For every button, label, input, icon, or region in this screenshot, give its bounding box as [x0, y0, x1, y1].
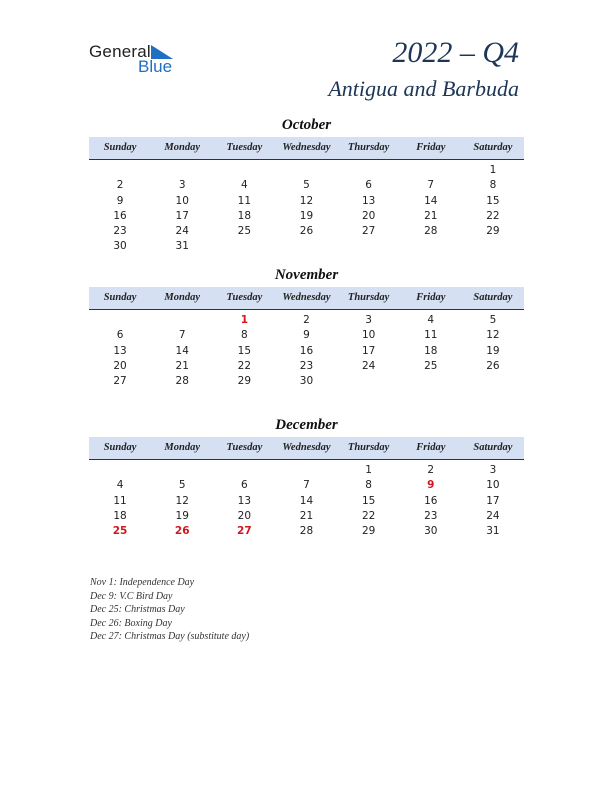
logo-text-general: General	[89, 42, 151, 61]
day-cell: 7	[178, 329, 186, 342]
weekday-label: Wednesday	[282, 292, 331, 303]
day-cell: 6	[241, 479, 248, 492]
empty-cell	[400, 163, 462, 178]
weekday-header	[89, 437, 524, 460]
day-cell: 26	[299, 225, 314, 238]
day-cell: 14	[299, 494, 314, 507]
weekday-label: Thursday	[347, 442, 390, 453]
empty-cell	[275, 163, 337, 178]
empty-cell	[89, 163, 151, 178]
weekday-header	[89, 137, 524, 160]
day-cell: 15	[361, 494, 376, 507]
holiday-notes	[90, 576, 249, 644]
page-subtitle: Antigua and Barbuda	[328, 76, 519, 101]
day-cell: 12	[299, 194, 314, 207]
month-title: December	[275, 417, 338, 433]
day-cell: 24	[175, 225, 189, 238]
day-cell: 2	[116, 179, 124, 192]
month-title: November	[274, 267, 339, 283]
day-cell: 6	[116, 329, 124, 342]
day-cell: 11	[237, 194, 252, 207]
day-cell: 21	[299, 509, 314, 522]
day-cell: 15	[486, 194, 500, 207]
weekday-label: Tuesday	[226, 442, 263, 453]
day-cell: 28	[424, 225, 438, 238]
empty-cell	[89, 313, 151, 328]
day-cell: 16	[113, 209, 127, 222]
day-cell: 17	[486, 494, 500, 507]
day-cell: 24	[486, 509, 500, 522]
day-cell: 22	[361, 509, 376, 522]
empty-cell	[213, 463, 275, 478]
day-cell: 5	[303, 179, 310, 192]
day-cell: 6	[365, 179, 372, 192]
day-grid	[89, 463, 524, 539]
day-cell: 22	[237, 359, 252, 372]
weekday-label: Monday	[164, 442, 200, 453]
day-cell: 16	[299, 344, 314, 357]
holiday-note: Dec 27: Christmas Day (substitute day)	[90, 631, 250, 643]
day-cell: 2	[303, 314, 310, 326]
day-cell: 12	[486, 329, 500, 342]
day-cell: 18	[424, 344, 438, 357]
holiday-day-cell: 27	[237, 525, 252, 538]
day-cell: 11	[113, 494, 127, 507]
month-october	[89, 115, 524, 255]
holiday-day-cell: 1	[240, 314, 248, 326]
day-cell: 28	[299, 525, 314, 538]
day-cell: 26	[486, 359, 500, 372]
page-title: 2022 – Q4	[392, 36, 519, 69]
day-grid	[89, 313, 524, 389]
day-cell: 13	[113, 344, 127, 357]
day-cell: 5	[489, 314, 497, 326]
day-cell: 23	[424, 509, 438, 522]
day-cell: 7	[303, 479, 310, 492]
day-cell: 22	[486, 209, 500, 222]
holiday-day-cell: 26	[174, 525, 190, 538]
weekday-label: Sunday	[103, 142, 137, 153]
day-cell: 8	[489, 179, 497, 192]
day-cell: 23	[113, 225, 127, 238]
empty-cell	[89, 463, 151, 478]
day-cell: 24	[361, 359, 376, 372]
day-cell: 29	[486, 225, 500, 238]
holiday-day-cell: 9	[427, 479, 435, 492]
day-cell: 27	[361, 225, 376, 238]
day-cell: 17	[361, 344, 376, 357]
weekday-header	[89, 287, 524, 310]
weekday-label: Wednesday	[282, 442, 331, 453]
weekday-label: Sunday	[103, 292, 137, 303]
day-cell: 20	[113, 359, 127, 372]
holiday-day-cell: 25	[112, 525, 128, 538]
day-cell: 19	[175, 509, 189, 522]
month-december	[89, 415, 524, 539]
day-cell: 18	[237, 209, 252, 222]
day-cell: 1	[365, 464, 372, 476]
day-cell: 14	[424, 194, 438, 207]
day-cell: 30	[113, 240, 127, 253]
day-cell: 8	[241, 329, 248, 342]
day-cell: 11	[424, 329, 438, 342]
day-cell: 2	[427, 464, 435, 476]
holiday-note: Dec 9: V.C Bird Day	[90, 590, 173, 602]
day-cell: 16	[424, 494, 438, 507]
empty-cell	[275, 463, 337, 478]
weekday-label: Saturday	[473, 142, 513, 153]
empty-cell	[338, 163, 400, 178]
day-cell: 5	[178, 479, 186, 492]
day-cell: 1	[489, 164, 497, 176]
day-cell: 25	[237, 225, 252, 238]
day-cell: 15	[237, 344, 252, 357]
day-cell: 19	[486, 344, 500, 357]
weekday-label: Thursday	[347, 142, 390, 153]
day-cell: 29	[237, 375, 252, 388]
day-cell: 20	[361, 209, 376, 222]
weekday-label: Tuesday	[226, 292, 263, 303]
weekday-label: Saturday	[473, 292, 513, 303]
weekday-label: Friday	[416, 442, 446, 453]
day-cell: 7	[427, 179, 435, 192]
day-cell: 3	[178, 179, 186, 192]
day-cell: 9	[303, 329, 310, 342]
empty-cell	[213, 163, 275, 178]
holiday-note: Dec 26: Boxing Day	[90, 617, 172, 629]
empty-cell	[151, 163, 213, 178]
day-cell: 9	[116, 194, 124, 207]
holiday-note: Nov 1: Independence Day	[90, 577, 195, 588]
day-cell: 8	[365, 479, 372, 492]
day-cell: 12	[175, 494, 189, 507]
day-cell: 21	[175, 359, 189, 372]
day-cell: 18	[113, 509, 127, 522]
day-cell: 10	[361, 329, 376, 342]
day-cell: 29	[361, 525, 376, 538]
day-cell: 19	[299, 209, 314, 222]
day-cell: 25	[424, 359, 438, 372]
weekday-label: Friday	[416, 292, 446, 303]
empty-cell	[151, 313, 213, 328]
weekday-label: Sunday	[103, 442, 137, 453]
day-cell: 31	[486, 525, 500, 538]
month-november	[89, 265, 524, 389]
weekday-label: Saturday	[473, 442, 513, 453]
logo-text-blue: Blue	[138, 57, 173, 76]
empty-cell	[151, 463, 213, 478]
day-cell: 27	[113, 375, 127, 388]
day-cell: 13	[361, 194, 376, 207]
day-cell: 20	[237, 509, 252, 522]
weekday-label: Monday	[164, 292, 200, 303]
generalblue-logo	[89, 42, 189, 76]
day-cell: 23	[299, 359, 314, 372]
weekday-label: Friday	[416, 142, 446, 153]
weekday-label: Monday	[164, 142, 200, 153]
day-cell: 30	[424, 525, 438, 538]
day-cell: 10	[175, 194, 189, 207]
day-cell: 28	[175, 375, 189, 388]
day-cell: 17	[175, 209, 189, 222]
day-cell: 4	[427, 314, 435, 326]
day-grid	[89, 163, 524, 255]
weekday-label: Wednesday	[282, 142, 331, 153]
day-cell: 3	[365, 314, 372, 326]
day-cell: 30	[299, 375, 314, 388]
day-cell: 4	[241, 179, 248, 192]
day-cell: 14	[175, 344, 189, 357]
month-title: October	[281, 117, 332, 133]
day-cell: 13	[237, 494, 252, 507]
weekday-label: Thursday	[347, 292, 390, 303]
day-cell: 21	[424, 209, 438, 222]
day-cell: 4	[116, 479, 124, 492]
holiday-note: Dec 25: Christmas Day	[90, 604, 185, 616]
day-cell: 31	[175, 240, 189, 253]
day-cell: 10	[486, 479, 500, 492]
day-cell: 3	[489, 464, 497, 476]
weekday-label: Tuesday	[226, 142, 263, 153]
